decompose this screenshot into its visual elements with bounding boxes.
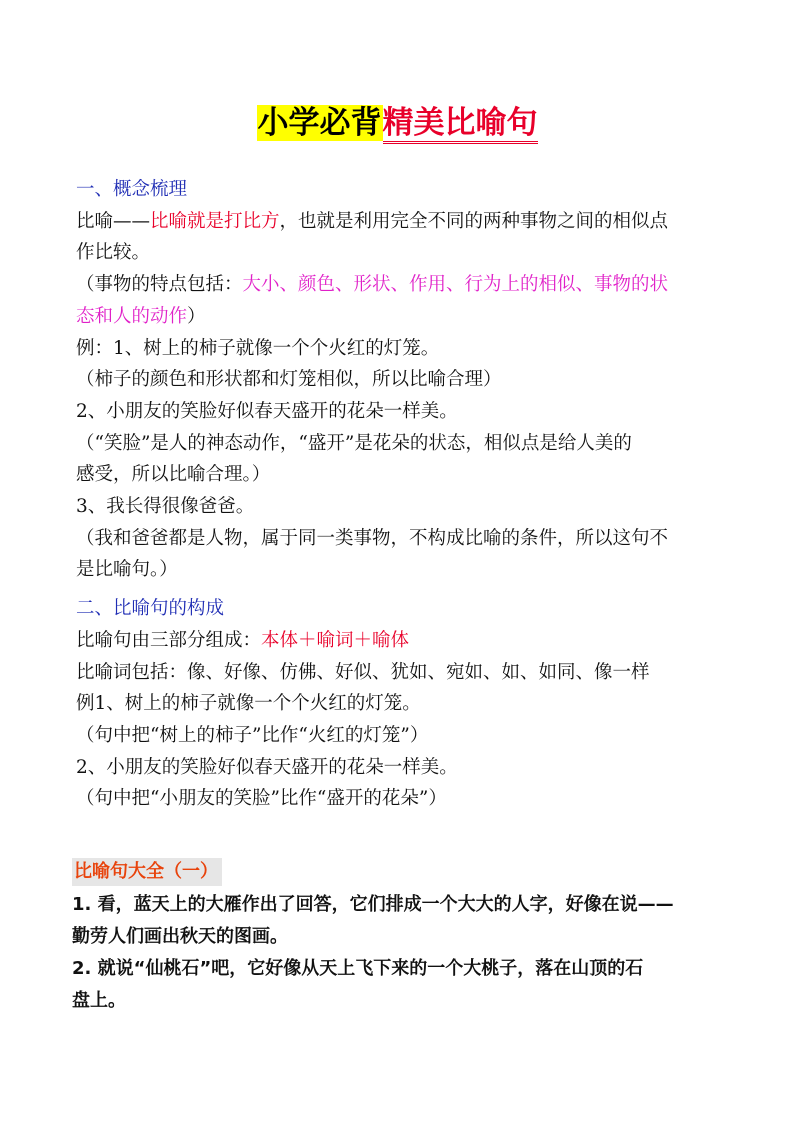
example-2: 2、小朋友的笑脸好似春天盛开的花朵一样美。 — [76, 400, 458, 422]
section3-block — [72, 856, 732, 1017]
example-3: 3、我长得很像爸爸。 — [76, 496, 255, 518]
definition-line: 比喻——比喻就是打比方，也就是利用完全不同的两种事物之间的相似点 — [76, 210, 669, 232]
simile-words-line: 比喻词包括：像、好像、仿佛、好似、犹如、宛如、如、如同、像一样 — [76, 661, 650, 683]
section2-example-1-note: （句中把“树上的柿子”比作“火红的灯笼”） — [76, 724, 429, 746]
features-highlight: 大小、颜色、形状、作用、行为上的相似、事物的状 — [242, 274, 669, 296]
sentence-2-line-2: 盘上。 — [72, 990, 126, 1011]
section2-example-1: 例1、树上的柿子就像一个个火红的灯笼。 — [76, 693, 421, 715]
sentence-1-line-1: 1. 看，蓝天上的大雁作出了回答，它们排成一个大大的人字，好像在说—— — [72, 894, 674, 915]
definition-highlight: 比喻就是打比方 — [150, 210, 280, 232]
section2-heading: 二、比喻句的构成 — [76, 598, 225, 620]
example-1: 例：1、树上的柿子就像一个个火红的灯笼。 — [76, 337, 440, 359]
sentence-2-line-1: 2. 就说“仙桃石”吧，它好像从天上飞下来的一个大桃子，落在山顶的石 — [72, 958, 644, 979]
section2-example-2-note: （句中把“小朋友的笑脸”比作“盛开的花朵”） — [76, 788, 447, 810]
definition-line-2: 作比较。 — [76, 242, 151, 264]
page-title — [0, 96, 794, 150]
section3-heading: 比喻句大全（一） — [72, 858, 222, 886]
section2-example-2: 2、小朋友的笑脸好似春天盛开的花朵一样美。 — [76, 756, 458, 778]
example-2-note-2: 感受，所以比喻合理。） — [76, 464, 271, 486]
section-spacer — [76, 586, 726, 593]
main-text — [76, 174, 726, 815]
composition-highlight: 本体＋喻词＋喻体 — [261, 629, 410, 651]
features-line: （事物的特点包括：大小、颜色、形状、作用、行为上的相似、事物的状 — [76, 274, 669, 296]
example-2-note: （“笑脸”是人的神态动作，“盛开”是花朵的状态，相似点是给人美的 — [76, 432, 632, 454]
features-line-2: 态和人的动作） — [76, 305, 206, 327]
sentence-1-line-2: 勤劳人们画出秋天的图画。 — [72, 926, 288, 947]
example-3-note-2: 是比喻句。） — [76, 559, 178, 581]
example-3-note: （我和爸爸都是人物，属于同一类事物，不构成比喻的条件，所以这句不 — [76, 527, 669, 549]
title-red-part: 精美比喻句 — [383, 105, 538, 144]
section1-heading: 一、概念梳理 — [76, 179, 188, 200]
composition-line: 比喻句由三部分组成：本体＋喻词＋喻体 — [76, 629, 410, 651]
title-highlight-part: 小学必背 — [257, 105, 382, 141]
example-1-note: （柿子的颜色和形状都和灯笼相似，所以比喻合理） — [76, 369, 502, 391]
